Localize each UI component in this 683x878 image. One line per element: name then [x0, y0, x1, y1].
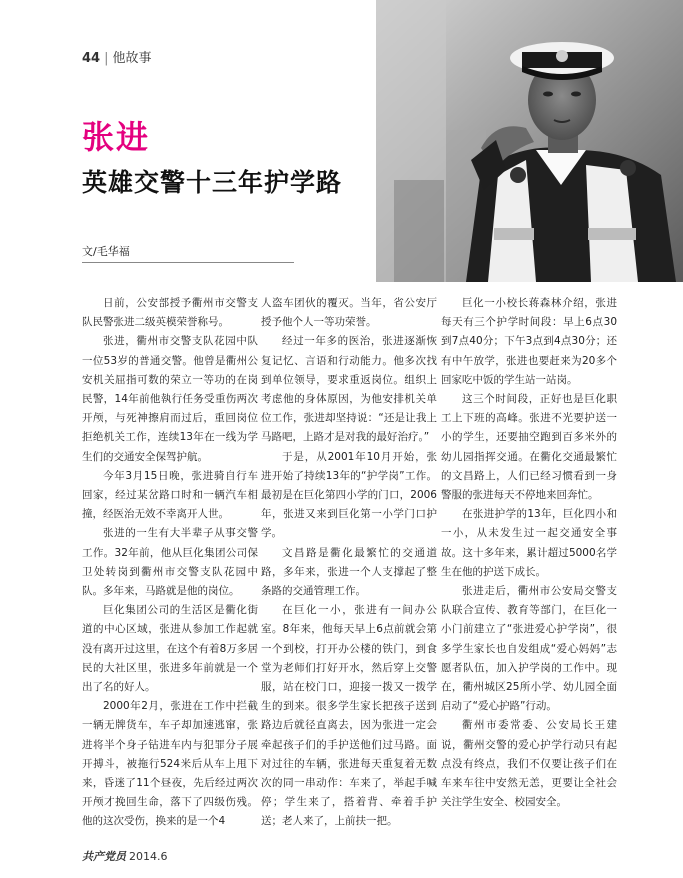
byline-divider [82, 262, 294, 263]
title-subtitle: 英雄交警十三年护学路 [82, 168, 343, 197]
byline: 文/毛华福 [82, 245, 130, 258]
paragraph: 日前，公安部授予衢州市交警支队民警张进二级英模荣誉称号。 [82, 297, 258, 329]
paragraph: 于是，从2001年10月开始，张进开始了持续13年的“护学岗”工作。最初是在巨化第四小学的门口，2006年，张进又来到巨化第一小学门口护学。 [261, 450, 437, 540]
title-name: 张进 [82, 118, 151, 156]
article-column-1 [82, 294, 258, 832]
paragraph: 这三个时间段，正好也是巨化职工上下班的高峰。张进不光要护送一小的学生，还要抽空跑到百多米外的幼儿园指挥交通。在衢化交通最繁忙的文昌路上，人们已经习惯看到一身警服的张进每天不停地来回奔忙。 [441, 393, 617, 502]
article-column-2 [261, 294, 437, 832]
police-officer-photo [376, 0, 683, 282]
header-separator: | [104, 51, 109, 66]
paragraph: 张进走后，衢州市公安局交警支队联合宣传、教育等部门，在巨化一小门前建立了“张进爱心护学岗”，很多学生家长也自发组成“爱心妈妈”志愿者队伍，加入护学岗的工作中。现在，衢州城区25所小学、幼儿园全面启动了“爱心护路”行动。 [441, 585, 617, 713]
page-number: 44 [82, 51, 101, 66]
paragraph: 今年3月15日晚，张进骑自行车回家，经过某岔路口时和一辆汽车相撞，经医治无效不幸离开人世。 [82, 469, 258, 521]
paragraph: 衢州市委常委、公安局长王建说，衢州交警的爱心护学行动只有起点没有终点，我们不仅要让孩子们在车来车往中安然无恙，更要让全社会关注学生安全、校园安全。 [441, 719, 617, 809]
paragraph: 在巨化一小，张进有一间办公室。8年来，他每天早上6点前就会第一个到校，打开办公楼的铁门，到食堂为老师们打好开水，然后穿上交警服，站在校门口，迎接一拨又一拨学生的到来。很多学生家长把孩子送到路边后就径直离去，因为张进一定会牵起孩子们的手护送他们过马路。面对过往的车辆，张进每天重复着无数次的同一串动作：车来了，举起手喊停；学生来了，搭着背、牵着手护送；老人来了，上前扶一把。 [261, 604, 437, 828]
paragraph: 人盗车团伙的覆灭。当年，省公安厅授予他个人一等功荣誉。 [261, 297, 437, 329]
paragraph: 文昌路是衢化最繁忙的交通道路，多年来，张进一个人支撑起了整条路的交通管理工作。 [261, 546, 437, 598]
article-column-3 [441, 294, 617, 812]
paragraph: 经过一年多的医治，张进逐渐恢复记忆、言语和行动能力。他多次找到单位领导，要求重返岗位。组织上考虑他的身体原因，为他安排机关单位工作，张进却坚持说：“还是让我上马路吧，上路才是对我的最好治疗。” [261, 335, 437, 444]
paragraph: 巨化集团公司的生活区是衢化街道的中心区域，张进从参加工作起就没有离开过这里，在这个有着8万多居民的大社区里，张进多年前就是一个出了名的好人。 [82, 604, 258, 694]
page-footer [82, 848, 168, 864]
paragraph: 在张进护学的13年，巨化四小和一小，从未发生过一起交通安全事故。这十多年来，累计超过5000名学生在他的护送下成长。 [441, 508, 617, 578]
paragraph: 张进，衢州市交警支队花园中队一位53岁的普通交警。他曾是衢州公安机关屈指可数的荣立一等功的在岗民警，14年前他執行任务受重伤两次开颅，与死神擦肩而过后，重回岗位拒绝机关工作，连续13年在一线为学生们的交通安全保驾护航。 [82, 335, 258, 463]
page-header [82, 47, 152, 66]
paragraph: 张进的一生有大半辈子从事交警工作。32年前，他从巨化集团公司保卫处转岗到衢州市交警支队花园中队。多年来，马路就是他的岗位。 [82, 527, 258, 598]
magazine-logo: 共产党员 [82, 850, 126, 863]
paragraph: 2000年2月，张进在工作中拦截一辆无牌货车，车子却加速逃窜，张进将半个身子钻进车内与犯罪分子展开搏斗，被拖行524米后从车上甩下来，昏迷了11个昼夜，先后经过两次开颅才挽回生命，落下了四级伤残。他的这次受伤，换来的是一个4 [82, 700, 258, 828]
section-label: 他故事 [112, 51, 152, 66]
issue-date: 2014.6 [129, 850, 168, 863]
paragraph: 巨化一小校长蒋森林介绍，张进每天有三个护学时间段：早上6点30到7点40分；下午3点到4点30分；还有中午放学，张进也要赶来为20多个回家吃中饭的学生站一站岗。 [441, 297, 617, 386]
